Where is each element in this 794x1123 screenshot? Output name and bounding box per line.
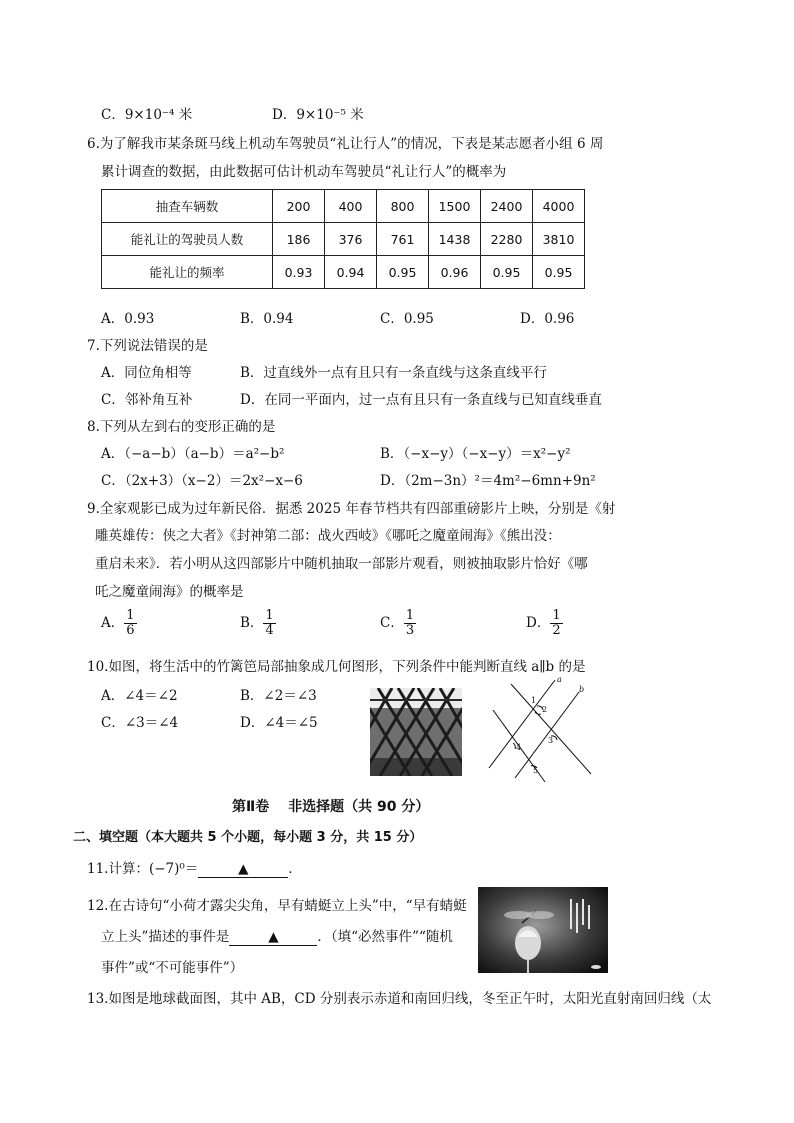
fraction — [263, 609, 275, 638]
fraction-numerator: 1 — [552, 608, 561, 623]
q10-option-b: B．∠2＝∠3 — [240, 688, 317, 704]
table-cell: 3810 — [533, 223, 585, 256]
q7-option-c: C．邻补角互补 — [101, 392, 193, 408]
table-cell: 2400 — [481, 190, 533, 223]
table-row-label: 能礼让的频率 — [102, 256, 273, 289]
q9-option-a — [101, 609, 137, 638]
q9-stem-line4: 吒之魔童闹海》的概率是 — [95, 584, 244, 600]
part2-title: 第Ⅱ卷 非选择题（共 90 分） — [232, 799, 430, 815]
table-cell: 186 — [273, 223, 325, 256]
option-letter: A． — [101, 615, 125, 631]
angle-label-5: 5 — [533, 766, 539, 775]
line-a — [489, 680, 555, 768]
parallel-lines-figure — [487, 676, 597, 784]
q10-stem: 10.如图，将生活中的竹篱笆局部抽象成几何图形，下列条件中能判断直线 a∥b 的是 — [87, 659, 586, 675]
fraction-numerator: 1 — [405, 608, 415, 623]
table-cell: 0.96 — [429, 256, 481, 289]
q10-option-d: D．∠4＝∠5 — [240, 715, 318, 731]
table-cell: 1500 — [429, 190, 481, 223]
angle-label-4: 4 — [516, 743, 522, 752]
fraction-numerator: 1 — [126, 608, 135, 623]
table-cell: 761 — [377, 223, 429, 256]
table-cell: 2280 — [481, 223, 533, 256]
q9-stem-line1: 9.全家观影已成为过年新民俗．据悉 2025 年春节档共有四部重磅影片上映，分别是《射 — [87, 501, 616, 517]
q6-option-b: B．0.94 — [240, 311, 294, 327]
table-cell: 400 — [325, 190, 377, 223]
q7-option-b: B．过直线外一点有且只有一条直线与这条直线平行 — [240, 365, 547, 381]
section2-heading: 二、填空题（本大题共 5 个小题，每小题 3 分，共 15 分） — [73, 830, 423, 845]
option-letter: C． — [380, 615, 404, 631]
q12-line3: 事件”或“不可能事件”） — [101, 960, 244, 976]
table-cell: 800 — [377, 190, 429, 223]
table-cell: 376 — [325, 223, 377, 256]
q9-option-d — [526, 609, 563, 638]
q8-option-c: C．（2x+3）（x−2）＝2x²−x−6 — [101, 473, 303, 489]
table-cell: 0.93 — [273, 256, 325, 289]
q9-stem-line3: 重启未来》．若小明从这四部影片中随机抽取一部影片观看，则被抽取影片恰好《哪 — [95, 556, 588, 572]
q6-data-table — [101, 189, 585, 289]
q10-option-c: C．∠3＝∠4 — [101, 715, 179, 731]
q5-option-d: D．9×10⁻⁵ 米 — [272, 107, 364, 123]
q11-suffix: ． — [288, 861, 302, 877]
q5-option-c: C．9×10⁻⁴ 米 — [101, 107, 193, 123]
dragonfly-image — [478, 887, 608, 973]
q7-option-d: D．在同一平面内，过一点有且只有一条直线与已知直线垂直 — [240, 392, 602, 408]
table-row — [102, 223, 585, 256]
answer-blank[interactable]: ▲ — [198, 861, 288, 878]
bamboo-fence-photo — [370, 688, 462, 776]
q11-prefix: 11.计算：(−7)⁰＝ — [87, 861, 199, 877]
q6-option-d: D．0.96 — [520, 311, 575, 327]
q7-option-a: A．同位角相等 — [101, 365, 192, 381]
fraction-denominator: 4 — [265, 623, 274, 638]
q9-option-c — [380, 609, 416, 638]
table-cell: 0.95 — [533, 256, 585, 289]
table-row-label: 抽查车辆数 — [102, 190, 273, 223]
transversal-right — [511, 684, 591, 774]
q8-stem: 8.下列从左到右的变形正确的是 — [87, 419, 276, 435]
q6-stem-line1: 6.为了解我市某条斑马线上机动车驾驶员“礼让行人”的情况，下表是某志愿者小组 6 周 — [87, 136, 604, 152]
table-row — [102, 190, 585, 223]
label-a: a — [557, 676, 562, 684]
fraction — [404, 609, 416, 638]
q10-option-a: A．∠4＝∠2 — [101, 688, 178, 704]
q12-line2-suffix: ．（填“必然事件”“随机 — [317, 929, 453, 945]
table-cell: 200 — [273, 190, 325, 223]
q9-stem-line2: 雕英雄传：侠之大者》《封神第二部：战火西岐》《哪吒之魔童闹海》《熊出没： — [95, 528, 561, 544]
q6-option-a: A．0.93 — [101, 311, 155, 327]
q8-option-b: B．（−x−y）（−x−y）＝x²−y² — [380, 446, 571, 462]
fraction-numerator: 1 — [265, 608, 274, 623]
angle-label-1: 1 — [531, 696, 537, 705]
fraction-denominator: 2 — [552, 623, 561, 638]
table-row — [102, 256, 585, 289]
angle-arc — [513, 743, 515, 749]
label-b: b — [579, 685, 585, 694]
table-cell: 0.95 — [481, 256, 533, 289]
table-cell: 4000 — [533, 190, 585, 223]
q11 — [87, 857, 302, 878]
answer-blank[interactable]: ▲ — [229, 929, 317, 946]
table-cell: 0.95 — [377, 256, 429, 289]
q12-line2-prefix: 立上头”描述的事件是 — [101, 929, 230, 945]
fraction — [124, 609, 136, 638]
q7-stem: 7.下列说法错误的是 — [87, 338, 208, 354]
bamboo-fence-image — [370, 688, 462, 776]
angle-label-3: 3 — [548, 736, 554, 745]
fraction-denominator: 6 — [126, 623, 135, 638]
q12-line2 — [101, 925, 453, 946]
table-cell: 0.94 — [325, 256, 377, 289]
angle-label-2: 2 — [542, 705, 548, 714]
q12-line1: 12.在古诗句“小荷才露尖尖角，早有蜻蜓立上头”中，“早有蜻蜓 — [87, 898, 467, 914]
fraction — [550, 609, 562, 638]
q6-stem-line2: 累计调查的数据，由此数据可估计机动车驾驶员“礼让行人”的概率为 — [101, 164, 507, 180]
q8-option-d: D．（2m−3n）²＝4m²−6mn+9n² — [380, 473, 596, 489]
q6-option-c: C．0.95 — [380, 311, 434, 327]
table-row-label: 能礼让的驾驶员人数 — [102, 223, 273, 256]
q13-line1: 13.如图是地球截面图，其中 AB，CD 分别表示赤道和南回归线，冬至正午时，太阳光直射南回归线（太 — [87, 991, 712, 1007]
dragonfly-lotus-photo — [478, 887, 608, 973]
q9-option-b — [240, 609, 276, 638]
table-cell: 1438 — [429, 223, 481, 256]
fraction-denominator: 3 — [405, 623, 415, 638]
option-letter: B． — [240, 615, 264, 631]
q8-option-a: A．（−a−b）（a−b）＝a²−b² — [101, 446, 285, 462]
option-letter: D． — [526, 615, 551, 631]
